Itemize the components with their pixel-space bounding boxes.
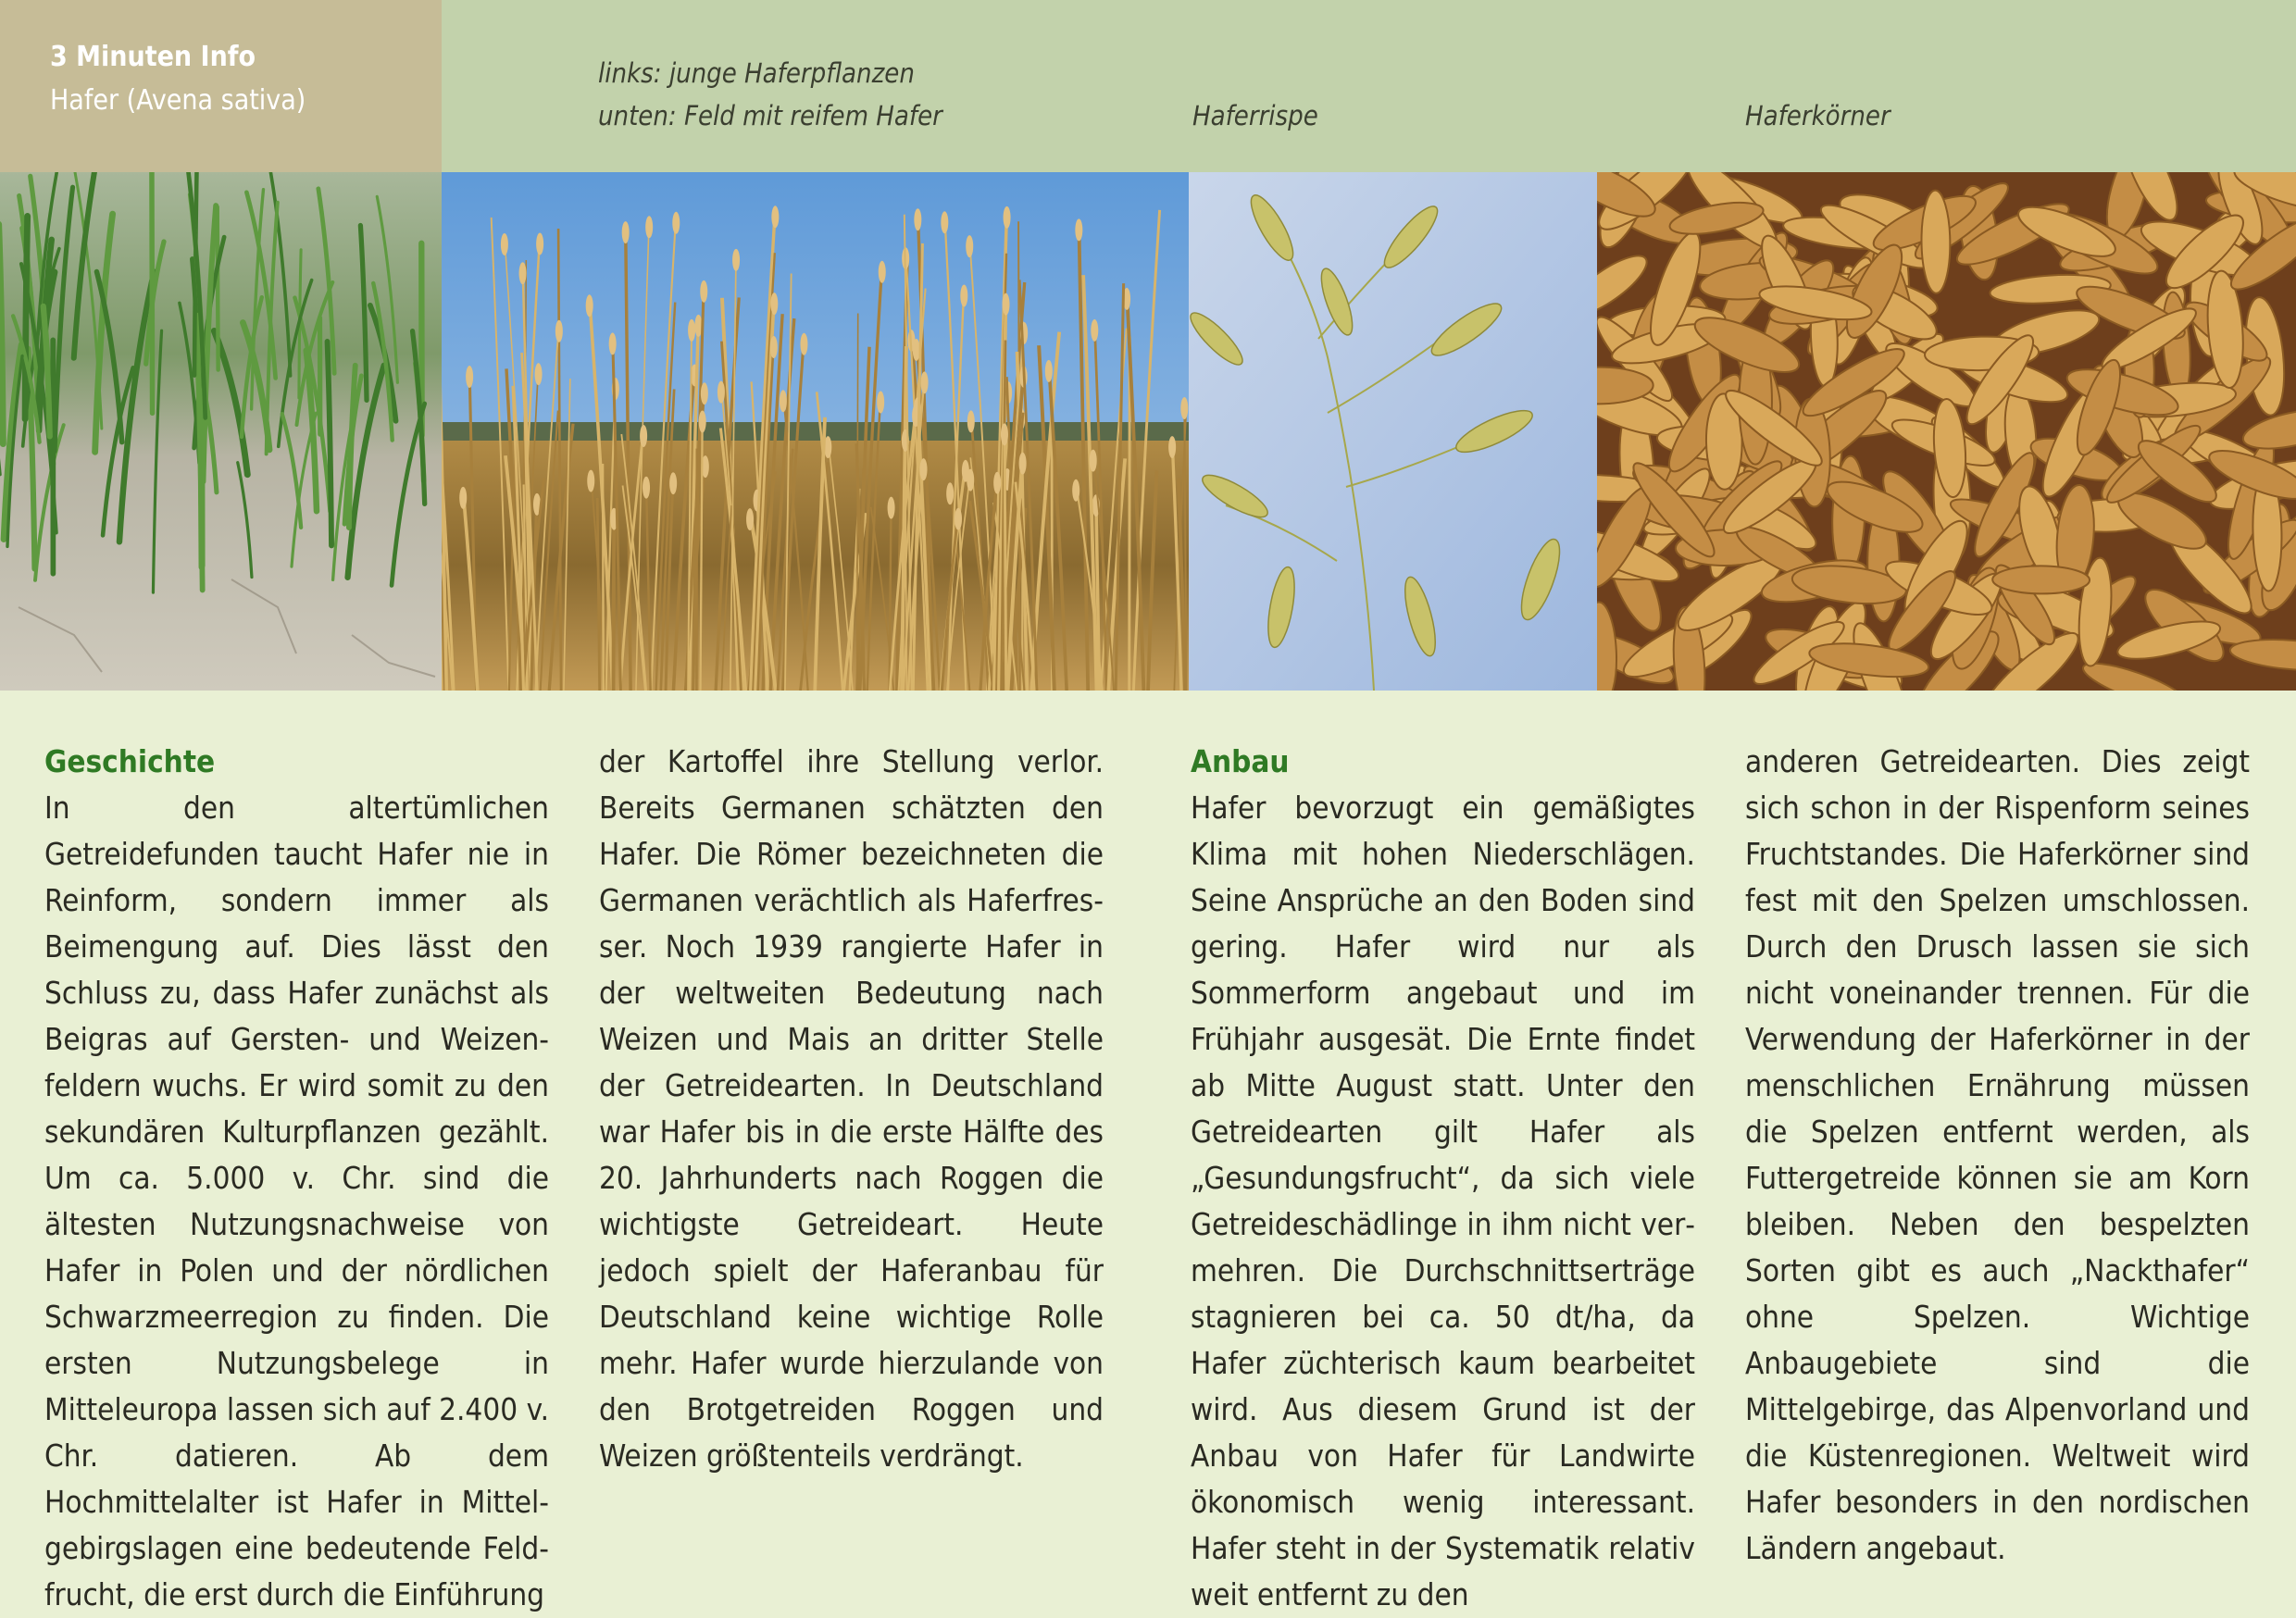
header-brand-panel (0, 0, 442, 172)
section-geschichte-continued (599, 739, 1104, 1479)
heading-geschichte: Geschichte (44, 743, 216, 779)
ripe-oat-field-photo (442, 172, 1189, 691)
geschichte-text-part2: der Kartoffel ihre Stellung verlor. Bereits Germanen schätzten den Hafer. Die Römer bezeichneten die Germanen verächtlich als Haferfresser. Noch 1939 rangierte Hafer in der weltweiten Bedeutung nach Weizen und Mais an dritter Stelle der Getreidearten. In Deutschland war Hafer bis in die erste Hälfte des 20. Jahrhunderts nach Roggen die wichtigste Getreideart. Heute jedoch spielt der Haferanbau für Deutschland keine wichtige Rolle mehr. Hafer wurde hierzulande von den Brotgetreiden Roggen und Weizen größtenteils verdrängt. (599, 743, 1104, 1474)
oat-panicle-photo (1189, 172, 1597, 691)
anbau-text-part1: Hafer bevorzugt ein gemäßigtes Klima mit hohen Niederschlägen. Seine Ansprüche an den Boden sind gering. Hafer wird nur als Sommerform angebaut und im Frühjahr ausgesät. Die Ernte findet ab Mitte August statt. Unter den Getreidearten gilt Hafer als „Gesundungsfrucht“, da sich viele Getreideschädlinge in ihm nicht vermehren. Die Durchschnittserträge stagnieren bei ca. 50 dt/ha, da Hafer züchterisch kaum bearbeitet wird. Aus diesem Grund ist der Anbau von Hafer für Landwirte ökonomisch wenig interessant. Hafer steht in der Systematik relativ weit entfernt zu den (1191, 790, 1695, 1612)
oat-grains-photo (1597, 172, 2296, 691)
brand-subtitle: Hafer (Avena sativa) (50, 84, 306, 117)
caption-young-plants (598, 52, 942, 137)
caption-young-line1: links: junge Haferpflanzen (598, 57, 915, 89)
caption-grains: Haferkörner (1745, 100, 1890, 131)
section-geschichte (44, 739, 549, 1618)
brand-title: 3 Minuten Info (50, 41, 256, 73)
caption-panicle: Haferrispe (1192, 100, 1318, 131)
caption-young-line2: unten: Feld mit reifem Hafer (598, 100, 942, 131)
young-oat-plants-photo (0, 172, 442, 691)
heading-anbau: Anbau (1191, 743, 1290, 779)
section-anbau (1191, 739, 1695, 1618)
section-anbau-continued (1745, 739, 2250, 1572)
anbau-text-part2: anderen Getreidearten. Dies zeigt sich schon in der Rispenform seines Fruchtstandes. Die Haferkörner sind fest mit den Spelzen umschlossen. Durch den Drusch lassen sie sich nicht voneinander trennen. Für die Verwendung der Haferkörner in der menschlichen Ernährung müssen die Spelzen entfernt werden, als Futtergetreide können sie am Korn bleiben. Neben den bespelzten Sorten gibt es auch „Nackthafer“ ohne Spelzen. Wichtige Anbaugebiete sind die Mittelgebirge, das Alpenvorland und die Küstenregionen. Weltweit wird Hafer besonders in den nordischen Ländern angebaut. (1745, 743, 2250, 1566)
geschichte-text-part1: In den altertümlichen Getreidefunden taucht Hafer nie in Reinform, sondern immer als Beimengung auf. Dies lässt den Schluss zu, dass Hafer zunächst als Beigras auf Gersten- und Weizenfeldern wuchs. Er wird somit zu den sekundären Kulturpflanzen gezählt. Um ca. 5.000 v. Chr. sind die ältesten Nutzungsnachweise von Hafer in Polen und der nördlichen Schwarzmeerregion zu finden. Die ersten Nutzungsbelege in Mitteleuropa lassen sich auf 2.400 v. Chr. datieren. Ab dem Hochmittelalter ist Hafer in Mittelgebirgslagen eine bedeutende Feldfrucht, die erst durch die Einführung (44, 790, 549, 1612)
